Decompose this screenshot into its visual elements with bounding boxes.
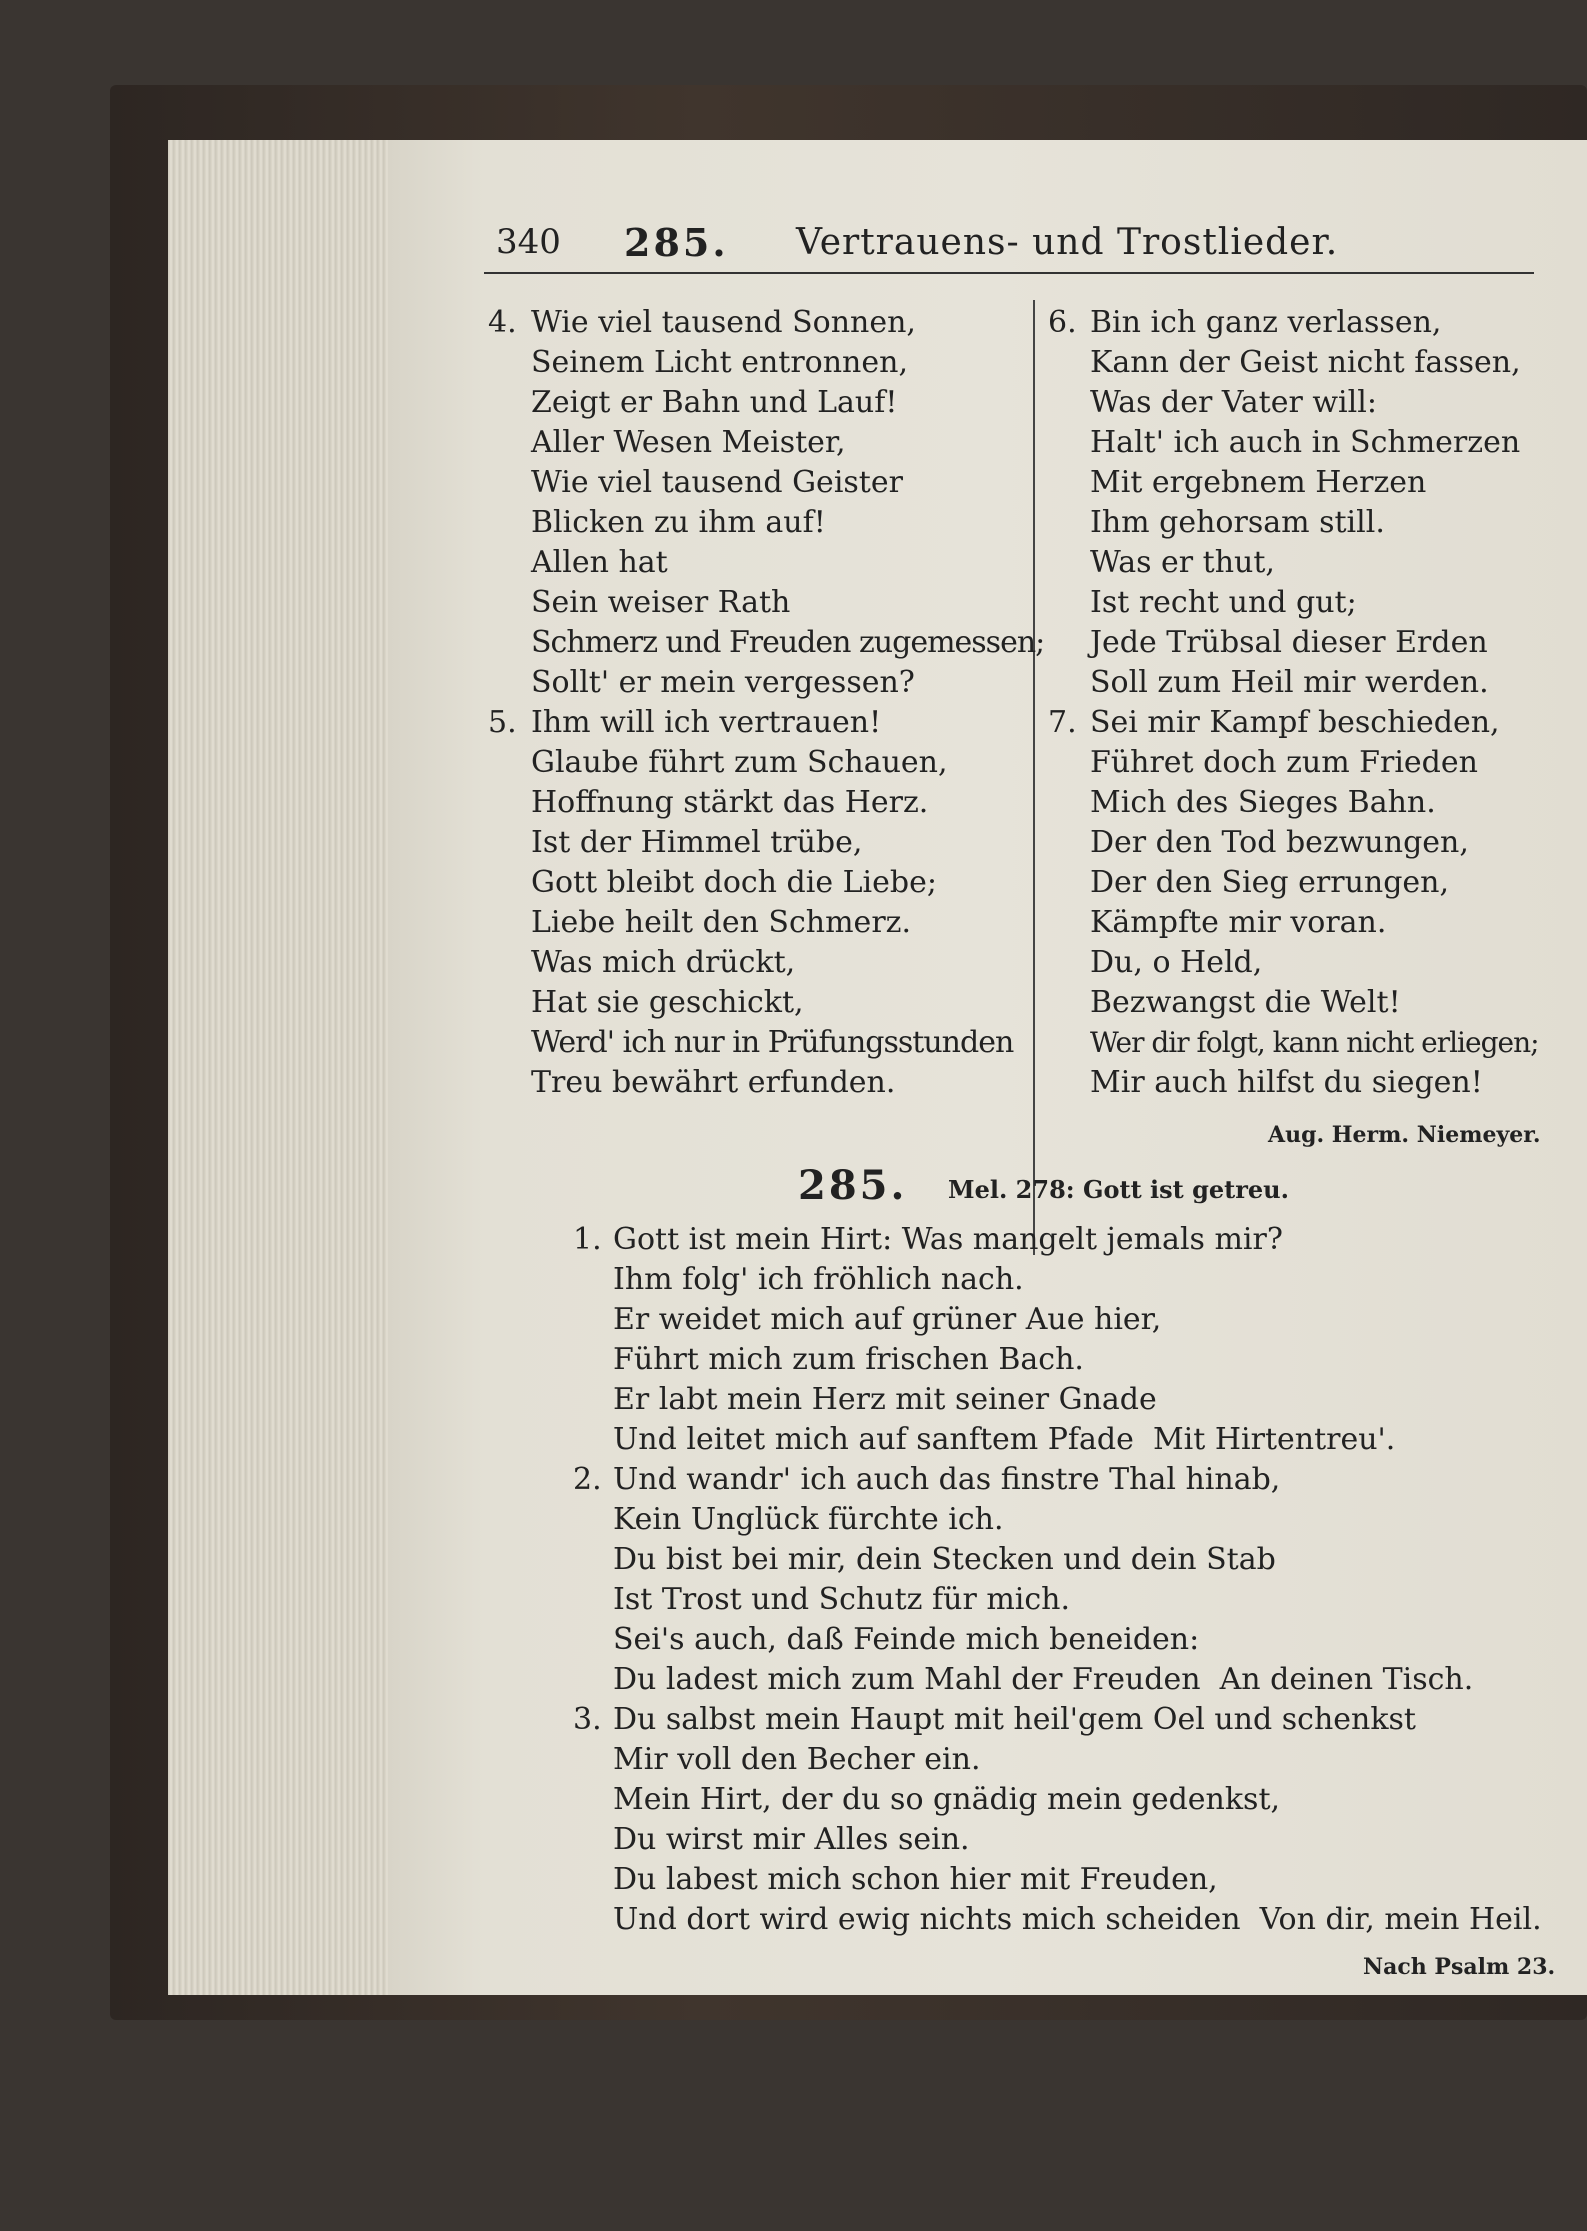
verse-number: 3. <box>573 1702 602 1737</box>
verse-line: Werd' ich nur in Prüfungsstunden <box>531 1025 1014 1060</box>
verse-line: Hoffnung stärkt das Herz. <box>531 785 929 820</box>
verse-line: Ist Trost und Schutz für mich. <box>613 1582 1071 1617</box>
verse-line: Kann der Geist nicht fassen, <box>1090 345 1521 380</box>
verse-line: Soll zum Heil mir werden. <box>1090 665 1489 700</box>
verse-number: 4. <box>488 305 517 340</box>
verse-line: Jede Trübsal dieser Erden <box>1090 625 1488 660</box>
verse-number: 6. <box>1048 305 1077 340</box>
verse-line: Schmerz und Freuden zugemessen; <box>531 625 1045 660</box>
verse-number: 2. <box>573 1462 602 1497</box>
verse-line: Ist recht und gut; <box>1090 585 1357 620</box>
verse-line: Sei mir Kampf beschieden, <box>1090 705 1500 740</box>
verse-line: Bezwangst die Welt! <box>1090 985 1401 1020</box>
verse-line: Gott bleibt doch die Liebe; <box>531 865 937 900</box>
verse-line: Du salbst mein Haupt mit heil'gem Oel und schenkst <box>613 1702 1416 1737</box>
verse-line: Und leitet mich auf sanftem Pfade Mit Hirtentreu'. <box>613 1422 1396 1457</box>
verse-line: Ist der Himmel trübe, <box>531 825 863 860</box>
verse-line: Blicken zu ihm auf! <box>531 505 826 540</box>
verse-line: Kämpfte mir voran. <box>1090 905 1387 940</box>
verse-line: Mich des Sieges Bahn. <box>1090 785 1436 820</box>
verse-line: Führt mich zum frischen Bach. <box>613 1342 1084 1377</box>
source-credit: Nach Psalm 23. <box>1363 1954 1556 1980</box>
verse-number: 7. <box>1048 705 1077 740</box>
verse-line: Du, o Held, <box>1090 945 1263 980</box>
verse-line: Treu bewährt erfunden. <box>531 1065 896 1100</box>
verse-line: Mein Hirt, der du so gnädig mein gedenkst, <box>613 1782 1281 1817</box>
verse-line: Aller Wesen Meister, <box>531 425 846 460</box>
page-number: 340 <box>496 222 561 262</box>
verse-line: Allen hat <box>531 545 668 580</box>
verse-line: Du labest mich schon hier mit Freuden, <box>613 1862 1218 1897</box>
verse-line: Wie viel tausend Geister <box>531 465 903 500</box>
verse-line: Du bist bei mir, dein Stecken und dein Stab <box>613 1542 1276 1577</box>
verse-line: Glaube führt zum Schauen, <box>531 745 948 780</box>
page-edges <box>168 140 388 1995</box>
verse-line: Mir auch hilfst du siegen! <box>1090 1065 1483 1100</box>
verse-line: Wer dir folgt, kann nicht erliegen; <box>1090 1026 1539 1059</box>
verse-line: Was er thut, <box>1090 545 1275 580</box>
verse-line: Sollt' er mein vergessen? <box>531 665 915 700</box>
verse-line: Seinem Licht entronnen, <box>531 345 908 380</box>
melody-reference: Mel. 278: Gott ist getreu. <box>948 1175 1289 1204</box>
header-rule <box>484 272 1534 274</box>
verse-line: Sei's auch, daß Feinde mich beneiden: <box>613 1622 1200 1657</box>
verse-line: Bin ich ganz verlassen, <box>1090 305 1442 340</box>
verse-number: 5. <box>488 705 517 740</box>
verse-line: Und wandr' ich auch das finstre Thal hinab, <box>613 1462 1281 1497</box>
verse-line: Liebe heilt den Schmerz. <box>531 905 911 940</box>
verse-line: Und dort wird ewig nichts mich scheiden Von dir, mein Heil. <box>613 1902 1542 1937</box>
verse-line: Der den Sieg errungen, <box>1090 865 1450 900</box>
verse-line: Kein Unglück fürchte ich. <box>613 1502 1004 1537</box>
verse-line: Er labt mein Herz mit seiner Gnade <box>613 1382 1157 1417</box>
author-credit: Aug. Herm. Niemeyer. <box>1268 1122 1541 1148</box>
verse-line: Zeigt er Bahn und Lauf! <box>531 385 898 420</box>
running-title: Vertrauens- und Trostlieder. <box>796 222 1339 263</box>
header-hymn-number: 285. <box>624 220 729 265</box>
book-page <box>388 140 1587 1995</box>
column-divider <box>1033 300 1035 1255</box>
verse-line: Du wirst mir Alles sein. <box>613 1822 970 1857</box>
verse-line: Mit ergebnem Herzen <box>1090 465 1427 500</box>
verse-number: 1. <box>573 1222 602 1257</box>
verse-line: Hat sie geschickt, <box>531 985 804 1020</box>
hymn-number: 285. <box>798 1162 908 1209</box>
verse-line: Ihm will ich vertrauen! <box>531 705 882 740</box>
verse-line: Du ladest mich zum Mahl der Freuden An deinen Tisch. <box>613 1662 1474 1697</box>
verse-line: Führet doch zum Frieden <box>1090 745 1478 780</box>
verse-line: Was der Vater will: <box>1090 385 1377 420</box>
verse-line: Wie viel tausend Sonnen, <box>531 305 916 340</box>
verse-line: Der den Tod bezwungen, <box>1090 825 1469 860</box>
verse-line: Ihm folg' ich fröhlich nach. <box>613 1262 1024 1297</box>
verse-line: Halt' ich auch in Schmerzen <box>1090 425 1521 460</box>
verse-line: Was mich drückt, <box>531 945 796 980</box>
verse-line: Sein weiser Rath <box>531 585 791 620</box>
verse-line: Gott ist mein Hirt: Was mangelt jemals mir? <box>613 1222 1283 1257</box>
verse-line: Ihm gehorsam still. <box>1090 505 1385 540</box>
verse-line: Mir voll den Becher ein. <box>613 1742 981 1777</box>
verse-line: Er weidet mich auf grüner Aue hier, <box>613 1302 1162 1337</box>
